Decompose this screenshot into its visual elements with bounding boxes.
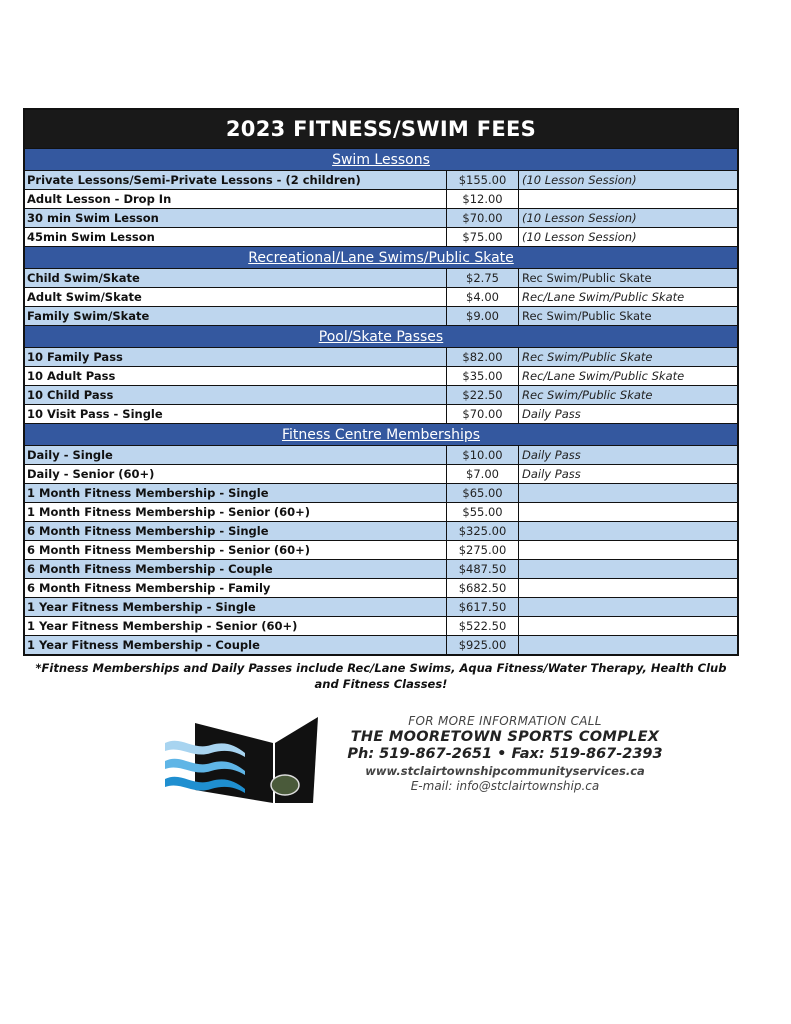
table-row xyxy=(25,287,737,306)
fee-price: $325.00 xyxy=(446,522,519,540)
fee-price: $2.75 xyxy=(446,269,519,287)
fee-price: $35.00 xyxy=(446,367,519,385)
fee-item: 10 Adult Pass xyxy=(27,369,116,383)
fee-price: $65.00 xyxy=(446,484,519,502)
fee-price: $75.00 xyxy=(446,228,519,246)
table-row xyxy=(25,170,737,189)
fee-price: $22.50 xyxy=(446,386,519,404)
table-row xyxy=(25,385,737,404)
table-row xyxy=(25,347,737,366)
info-call-label: FOR MORE INFORMATION CALL xyxy=(408,714,602,728)
fee-note xyxy=(519,560,737,578)
fee-item: 45min Swim Lesson xyxy=(27,230,155,244)
fee-item: 1 Year Fitness Membership - Single xyxy=(27,600,256,614)
fee-price: $82.00 xyxy=(446,348,519,366)
fee-note xyxy=(519,503,737,521)
fee-note xyxy=(519,636,737,654)
fee-note: Daily Pass xyxy=(522,448,581,462)
footnote: *Fitness Memberships and Daily Passes include Rec/Lane Swims, Aqua Fitness/Water Therapy, Health Club and Fitness Classes! xyxy=(35,661,727,691)
fee-item: Child Swim/Skate xyxy=(27,271,140,285)
fee-note xyxy=(519,484,737,502)
fee-price: $275.00 xyxy=(446,541,519,559)
fee-note xyxy=(519,617,737,635)
fee-price: $925.00 xyxy=(446,636,519,654)
fee-note: (10 Lesson Session) xyxy=(522,173,637,187)
table-row xyxy=(25,597,737,616)
fee-item: 10 Child Pass xyxy=(27,388,114,402)
fee-note xyxy=(519,541,737,559)
waves-book-logo-icon xyxy=(163,715,323,805)
section-heading: Recreational/Lane Swims/Public Skate xyxy=(25,246,737,268)
fee-item: Daily - Senior (60+) xyxy=(27,467,155,481)
fee-item: Adult Swim/Skate xyxy=(27,290,142,304)
fee-item: 10 Family Pass xyxy=(27,350,123,364)
fee-table xyxy=(23,108,739,656)
section-heading: Pool/Skate Passes xyxy=(25,325,737,347)
fee-price: $12.00 xyxy=(446,190,519,208)
fee-price: $522.50 xyxy=(446,617,519,635)
fee-price: $617.50 xyxy=(446,598,519,616)
phone-fax: Ph: 519-867-2651 • Fax: 519-867-2393 xyxy=(347,746,663,762)
fee-price: $7.00 xyxy=(446,465,519,483)
fee-item: Adult Lesson - Drop In xyxy=(27,192,172,206)
fee-item: 6 Month Fitness Membership - Senior (60+) xyxy=(27,543,311,557)
fee-price: $10.00 xyxy=(446,446,519,464)
fee-price: $9.00 xyxy=(446,307,519,325)
table-row xyxy=(25,521,737,540)
fee-price: $55.00 xyxy=(446,503,519,521)
table-row xyxy=(25,502,737,521)
fee-price: $682.50 xyxy=(446,579,519,597)
fee-item: Daily - Single xyxy=(27,448,113,462)
fee-sections xyxy=(25,148,737,654)
fee-item: 6 Month Fitness Membership - Couple xyxy=(27,562,273,576)
fee-item: 1 Year Fitness Membership - Senior (60+) xyxy=(27,619,298,633)
table-row xyxy=(25,559,737,578)
contact-info xyxy=(330,714,680,793)
fee-item: 10 Visit Pass - Single xyxy=(27,407,163,421)
fee-note xyxy=(519,522,737,540)
fee-price: $70.00 xyxy=(446,209,519,227)
fee-note: Daily Pass xyxy=(522,467,581,481)
email-link[interactable]: E-mail: info@stclairtownship.ca xyxy=(410,779,600,793)
table-row xyxy=(25,445,737,464)
page-title: 2023 FITNESS/SWIM FEES xyxy=(25,110,737,148)
fee-note: Rec/Lane Swim/Public Skate xyxy=(522,290,685,304)
fee-item: 6 Month Fitness Membership - Family xyxy=(27,581,271,595)
fee-item: 1 Month Fitness Membership - Single xyxy=(27,486,269,500)
fee-price: $155.00 xyxy=(446,171,519,189)
table-row xyxy=(25,483,737,502)
table-row xyxy=(25,616,737,635)
table-row xyxy=(25,227,737,246)
fee-price: $70.00 xyxy=(446,405,519,423)
fee-note: Daily Pass xyxy=(522,407,581,421)
fee-item: Private Lessons/Semi-Private Lessons - (2 children) xyxy=(27,173,361,187)
website-link[interactable]: www.stclairtownshipcommunityservices.ca xyxy=(365,764,645,778)
fee-note: Rec Swim/Public Skate xyxy=(522,388,653,402)
table-row xyxy=(25,189,737,208)
fee-item: 1 Month Fitness Membership - Senior (60+) xyxy=(27,505,311,519)
fee-item: Family Swim/Skate xyxy=(27,309,150,323)
fee-note: (10 Lesson Session) xyxy=(522,230,637,244)
fee-note: Rec/Lane Swim/Public Skate xyxy=(522,369,685,383)
fee-note: Rec Swim/Public Skate xyxy=(522,271,652,285)
fee-price: $487.50 xyxy=(446,560,519,578)
section-heading: Fitness Centre Memberships xyxy=(25,423,737,445)
table-row xyxy=(25,366,737,385)
fee-note xyxy=(519,190,737,208)
table-row xyxy=(25,208,737,227)
section-heading: Swim Lessons xyxy=(25,148,737,170)
fee-note: (10 Lesson Session) xyxy=(522,211,637,225)
table-row xyxy=(25,540,737,559)
table-row xyxy=(25,635,737,654)
fee-item: 6 Month Fitness Membership - Single xyxy=(27,524,269,538)
fee-note xyxy=(519,579,737,597)
table-row xyxy=(25,404,737,423)
fee-note: Rec Swim/Public Skate xyxy=(522,309,652,323)
table-row xyxy=(25,306,737,325)
fee-item: 30 min Swim Lesson xyxy=(27,211,159,225)
fee-item: 1 Year Fitness Membership - Couple xyxy=(27,638,260,652)
table-row xyxy=(25,268,737,287)
facility-name: THE MOORETOWN SPORTS COMPLEX xyxy=(350,729,660,745)
fee-note: Rec Swim/Public Skate xyxy=(522,350,653,364)
fee-price: $4.00 xyxy=(446,288,519,306)
table-row xyxy=(25,464,737,483)
table-row xyxy=(25,578,737,597)
fee-note xyxy=(519,598,737,616)
